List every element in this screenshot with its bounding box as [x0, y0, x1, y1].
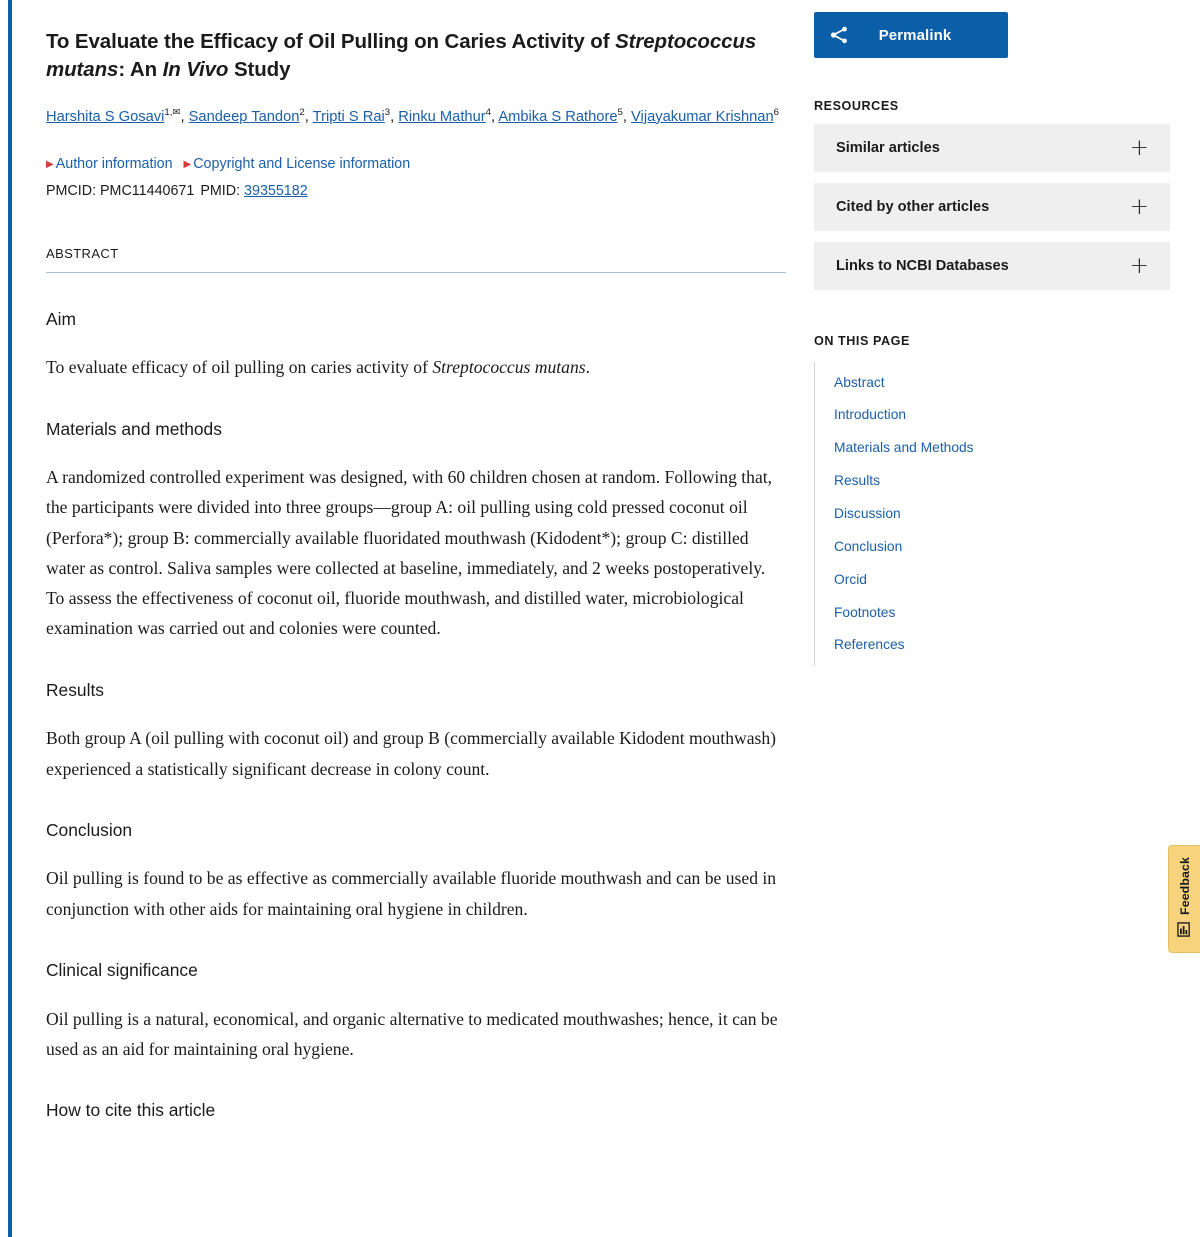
author-affil-marker: 1,: [164, 106, 173, 118]
abstract-paragraph-conclusion: Oil pulling is found to be as effective as commercially available fluoride mouthwash and can be used in conjunction with other aids for maintaining oral hygiene in children.: [46, 868, 777, 919]
resource-item-links-to-ncbi-databases[interactable]: [814, 242, 1170, 290]
abstract-subheading-how-to-cite: How to cite this article: [46, 1100, 216, 1121]
title-italic-species: Streptococcus mutans: [46, 30, 757, 81]
feedback-tab[interactable]: [1168, 845, 1200, 953]
article-identifiers: [46, 182, 786, 201]
plus-icon[interactable]: +: [1129, 252, 1149, 279]
copyright-license-link[interactable]: Copyright and License information: [193, 155, 411, 172]
resource-label: Similar articles: [836, 140, 940, 156]
abstract-italic-species: Streptococcus mutans: [432, 357, 586, 378]
disclosure-triangle-icon: ▶: [46, 158, 54, 170]
author-separator: ,: [490, 108, 499, 125]
article-main-column: [46, 0, 786, 1122]
abstract-subheading-aim: Aim: [46, 308, 76, 329]
page-title: [46, 0, 786, 84]
author-separator: ,: [622, 108, 632, 125]
author-affil-marker: 5: [617, 106, 623, 118]
on-this-page-item-discussion[interactable]: Discussion: [834, 505, 901, 521]
permalink-button[interactable]: [814, 12, 1008, 58]
title-text-3: Study: [228, 57, 291, 81]
pmid-label: PMID:: [200, 183, 241, 200]
abstract-subheading-results: Results: [46, 679, 104, 700]
abstract-subheading-clinical-significance: Clinical significance: [46, 959, 198, 980]
title-italic-invivo: In Vivo: [162, 57, 229, 81]
article-sidebar: [814, 0, 1174, 666]
on-this-page-item-conclusion[interactable]: Conclusion: [834, 538, 903, 554]
permalink-label: Permalink: [878, 26, 952, 44]
title-text-1: To Evaluate the Efficacy of Oil Pulling on Caries Activity of: [46, 30, 616, 53]
resource-label: Cited by other articles: [836, 199, 990, 215]
on-this-page-heading: ON THIS PAGE: [814, 334, 910, 348]
author-link[interactable]: Sandeep Tandon: [188, 108, 300, 125]
corresponding-author-envelope-icon: ✉: [172, 106, 181, 118]
resource-label: Links to NCBI Databases: [836, 258, 1009, 274]
on-this-page-item-orcid[interactable]: Orcid: [834, 571, 867, 587]
pmid-link[interactable]: 39355182: [244, 183, 308, 200]
on-this-page-nav: [814, 362, 1064, 666]
disclosure-triangle-icon: ▶: [183, 158, 192, 170]
author-link[interactable]: Vijayakumar Krishnan: [631, 108, 774, 125]
abstract-text-tail: .: [585, 357, 591, 378]
resource-item-cited-by-other-articles[interactable]: [814, 183, 1170, 231]
author-information-link[interactable]: Author information: [55, 155, 173, 172]
author-affil-marker: 3: [384, 106, 391, 118]
author-separator: ,: [180, 108, 189, 125]
plus-icon[interactable]: +: [1129, 193, 1149, 220]
share-icon: [828, 24, 850, 46]
feedback-label: Feedback: [1177, 857, 1192, 915]
on-this-page-item-results[interactable]: Results: [834, 473, 881, 489]
abstract-section-heading: abstract: [46, 241, 786, 273]
author-separator: ,: [304, 108, 313, 125]
abstract-paragraph-materials-and-methods: A randomized controlled experiment was designed, with 60 children chosen at random. Following that, the participants were divided into three groups—group A: oil pulling using cold pressed coconut oil (Perfora*); group B: commercially available fluoridated mouthwash (Kidodent*); group C: distilled water as control. Saliva samples were collected at baseline, immediately, and 2 weeks postoperatively. To assess the effectiveness of coconut oil, fluoride mouthwash, and distilled water, microbiological examination was carried out and colonies were counted.: [46, 467, 773, 639]
on-this-page-item-introduction[interactable]: Introduction: [834, 407, 907, 423]
title-text-2: : An: [118, 57, 163, 81]
on-this-page-item-references[interactable]: References: [834, 637, 905, 653]
author-affil-marker: 6: [773, 106, 779, 118]
abstract-paragraph-aim: [46, 352, 786, 382]
plus-icon[interactable]: +: [1129, 134, 1149, 161]
author-list: [46, 106, 786, 129]
on-this-page-item-materials-and-methods[interactable]: Materials and Methods: [834, 440, 974, 456]
abstract-paragraph-results: Both group A (oil pulling with coconut oil) and group B (commercially available Kidodent mouthwash) experienced a statistically significant decrease in colony count.: [46, 728, 777, 779]
author-link[interactable]: Rinku Mathur: [398, 108, 486, 125]
article-info-links: [46, 155, 786, 174]
on-this-page-item-abstract[interactable]: Abstract: [834, 374, 885, 390]
abstract-subheading-materials-and-methods: Materials and methods: [46, 418, 222, 439]
resource-item-similar-articles[interactable]: [814, 124, 1170, 172]
resources-list: [814, 124, 1174, 290]
resources-heading: RESOURCES: [814, 99, 899, 113]
abstract-paragraph-clinical-significance: Oil pulling is a natural, economical, and organic alternative to medicated mouthwashes; hence, it can be used as an aid for maintaining oral hygiene.: [46, 1008, 778, 1059]
author-link[interactable]: Harshita S Gosavi: [46, 108, 165, 125]
author-link[interactable]: Ambika S Rathore: [498, 108, 618, 125]
abstract-text: To evaluate efficacy of oil pulling on caries activity of: [46, 357, 433, 378]
author-link[interactable]: Tripti S Rai: [312, 108, 385, 125]
pmcid-value: PMCID: PMC11440671: [46, 183, 195, 200]
author-separator: ,: [390, 108, 399, 125]
bar-chart-icon: [1177, 922, 1192, 937]
abstract-subheading-conclusion: Conclusion: [46, 819, 133, 840]
author-affil-marker: 2: [299, 106, 305, 118]
author-affil-marker: 4: [485, 106, 491, 118]
on-this-page-item-footnotes[interactable]: Footnotes: [834, 604, 896, 620]
